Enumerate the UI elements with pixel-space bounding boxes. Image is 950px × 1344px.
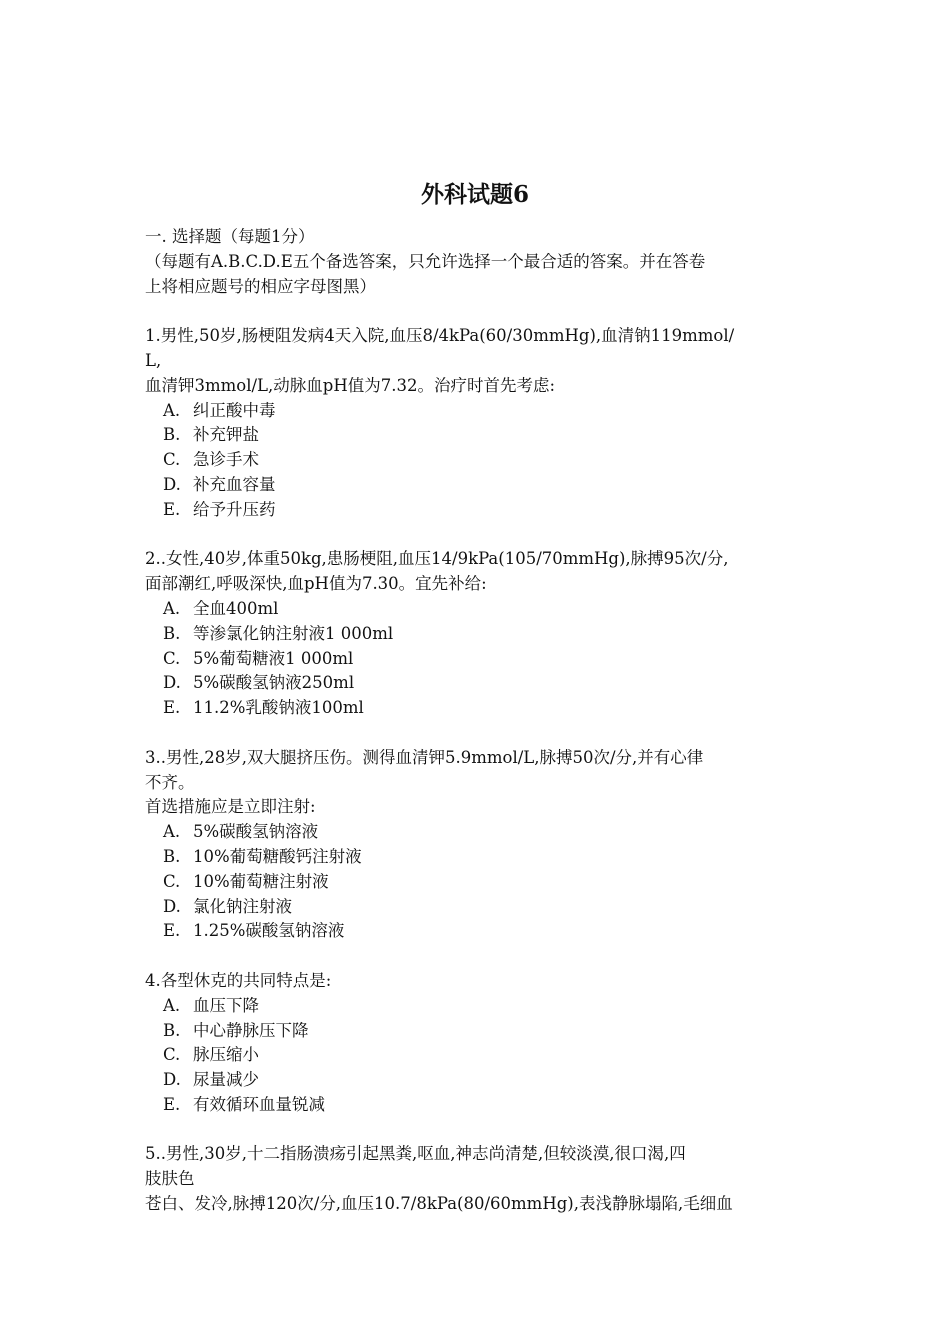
option-text: 1.25%碳酸氢钠溶液 [193,921,345,941]
option-b [145,622,810,647]
option-c [145,1043,810,1068]
option-letter: B. [163,425,181,445]
option-a [145,994,810,1019]
question-text: 首选措施应是立即注射: [145,797,316,817]
page-title: 外科试题6 [420,181,529,208]
option-letter: A. [163,822,181,842]
option-a [145,597,810,622]
option-e [145,1093,810,1118]
option-e [145,498,810,523]
option-letter: A. [163,995,181,1015]
option-text: 有效循环血量锐减 [193,1094,325,1114]
option-text: 中心静脉压下降 [193,1020,309,1040]
option-letter: D. [163,474,181,494]
question-1 [145,324,810,522]
option-letter: E. [163,499,181,519]
option-d [145,473,810,498]
option-text: 补充钾盐 [193,425,259,445]
option-e [145,696,810,721]
option-letter: D. [163,1070,181,1090]
option-letter: D. [163,896,181,916]
question-text: 5..男性,30岁,十二指肠溃疡引起黑粪,呕血,神志尚清楚,但较淡漠,很口渴,四 [145,1144,686,1164]
option-letter: C. [163,450,181,470]
question-text: 3..男性,28岁,双大腿挤压伤。测得血清钾5.9mmol/L,脉搏50次/分,并有心律 [145,747,704,767]
section-heading: 一. 选择题（每题1分） [145,227,315,246]
option-text: 等渗氯化钠注射液1 000ml [193,623,394,643]
option-letter: E. [163,698,181,718]
option-text: 急诊手术 [193,450,259,470]
question-text: 苍白、发冷,脉搏120次/分,血压10.7/8kPa(80/60mmHg),表浅静脉塌陷,毛细血 [145,1194,733,1214]
question-text: L, [145,350,162,370]
option-text: 10%葡萄糖注射液 [193,871,329,891]
question-2 [145,547,810,721]
option-letter: E. [163,1094,181,1114]
option-d [145,895,810,920]
option-text: 血压下降 [193,995,259,1015]
option-letter: D. [163,673,181,693]
option-text: 5%碳酸氢钠溶液 [193,822,319,842]
option-text: 纠正酸中毒 [193,400,276,420]
option-text: 给予升压药 [193,499,276,519]
document-body [145,225,810,1217]
question-5 [145,1142,810,1216]
option-text: 补充血容量 [193,474,276,494]
option-letter: A. [163,598,181,618]
question-text: 4.各型休克的共同特点是: [145,970,332,990]
option-letter: B. [163,846,181,866]
option-a [145,820,810,845]
option-text: 10%葡萄糖酸钙注射液 [193,846,362,866]
option-text: 全血400ml [193,598,279,618]
option-e [145,919,810,944]
option-b [145,845,810,870]
question-text: 1.男性,50岁,肠梗阻发病4天入院,血压8/4kPa(60/30mmHg),血清钠119mmol/ [145,326,735,346]
option-d [145,671,810,696]
question-text: 不齐。 [145,772,195,792]
question-text: 2..女性,40岁,体重50kg,患肠梗阻,血压14/9kPa(105/70mmHg),脉搏95次/分, [145,549,729,569]
option-text: 氯化钠注射液 [193,896,292,916]
option-letter: C. [163,648,181,668]
option-text: 5%葡萄糖液1 000ml [193,648,354,668]
option-letter: A. [163,400,181,420]
option-c [145,647,810,672]
option-letter: B. [163,1020,181,1040]
instruction-line: 上将相应题号的相应字母图黑） [145,276,376,296]
question-text: 肢肤色 [145,1169,195,1189]
option-text: 脉压缩小 [193,1045,259,1065]
option-b [145,1019,810,1044]
option-letter: E. [163,921,181,941]
option-text: 尿量减少 [193,1070,259,1090]
option-c [145,448,810,473]
option-letter: C. [163,1045,181,1065]
option-d [145,1068,810,1093]
question-text: 血清钾3mmol/L,动脉血pH值为7.32。治疗时首先考虑: [145,375,556,395]
option-letter: C. [163,871,181,891]
option-b [145,423,810,448]
option-text: 5%碳酸氢钠液250ml [193,673,355,693]
question-3 [145,746,810,944]
instruction-line: （每题有A.B.C.D.E五个备选答案，只允许选择一个最合适的答案。并在答卷 [145,251,706,271]
option-a [145,399,810,424]
option-text: 11.2%乳酸钠液100ml [193,698,364,718]
question-4 [145,969,810,1118]
option-letter: B. [163,623,181,643]
option-c [145,870,810,895]
question-text: 面部潮红,呼吸深快,血pH值为7.30。宜先补给: [145,574,487,594]
